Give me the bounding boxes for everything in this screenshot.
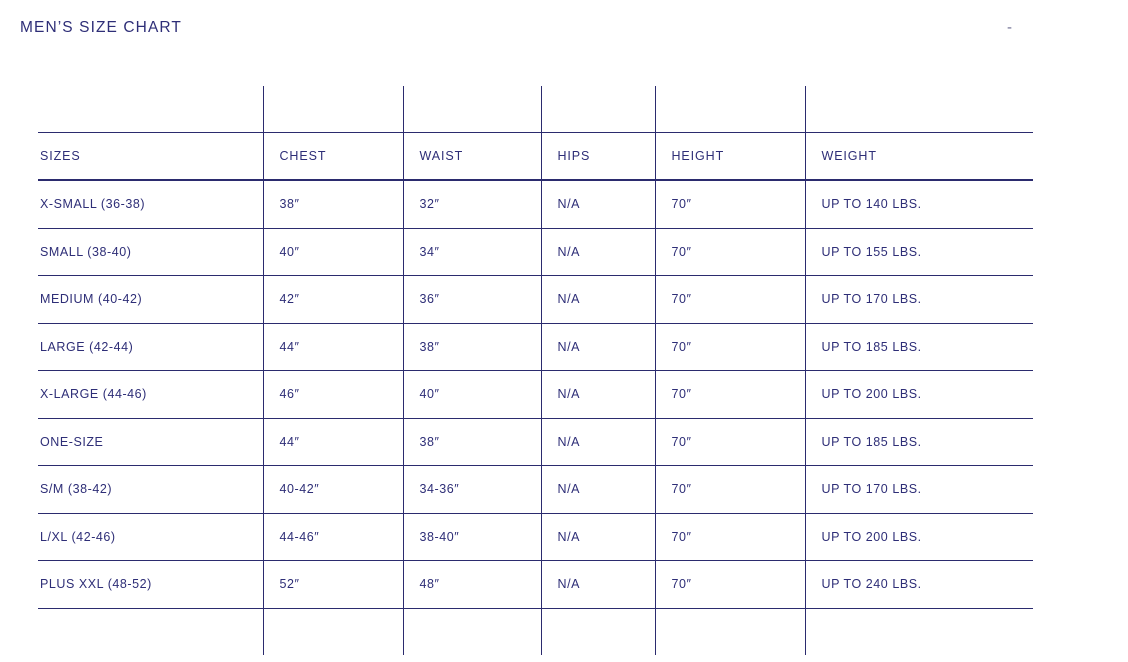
spacer-cell bbox=[805, 86, 1033, 133]
table-row bbox=[38, 561, 1033, 609]
cell-hips: N/A bbox=[541, 276, 655, 324]
cell-chest: 44″ bbox=[263, 418, 403, 466]
cell-size: MEDIUM (40-42) bbox=[38, 276, 263, 324]
column-header-chest: CHEST bbox=[263, 133, 403, 181]
cell-weight: UP TO 170 LBS. bbox=[805, 276, 1033, 324]
cell-chest: 46″ bbox=[263, 371, 403, 419]
cell-waist: 38″ bbox=[403, 418, 541, 466]
cell-waist: 40″ bbox=[403, 371, 541, 419]
spacer-cell bbox=[805, 608, 1033, 655]
cell-height: 70″ bbox=[655, 513, 805, 561]
cell-chest: 44″ bbox=[263, 323, 403, 371]
cell-hips: N/A bbox=[541, 466, 655, 514]
cell-waist: 32″ bbox=[403, 180, 541, 228]
cell-weight: UP TO 240 LBS. bbox=[805, 561, 1033, 609]
size-chart-table-wrapper bbox=[38, 86, 1033, 655]
cell-waist: 34-36″ bbox=[403, 466, 541, 514]
cell-weight: UP TO 200 LBS. bbox=[805, 513, 1033, 561]
cell-hips: N/A bbox=[541, 513, 655, 561]
cell-waist: 48″ bbox=[403, 561, 541, 609]
cell-height: 70″ bbox=[655, 276, 805, 324]
spacer-cell bbox=[263, 86, 403, 133]
cell-chest: 40-42″ bbox=[263, 466, 403, 514]
cell-hips: N/A bbox=[541, 228, 655, 276]
cell-height: 70″ bbox=[655, 418, 805, 466]
table-top-spacer-row bbox=[38, 86, 1033, 133]
table-row bbox=[38, 513, 1033, 561]
cell-height: 70″ bbox=[655, 180, 805, 228]
cell-hips: N/A bbox=[541, 371, 655, 419]
cell-waist: 38-40″ bbox=[403, 513, 541, 561]
cell-size: LARGE (42-44) bbox=[38, 323, 263, 371]
table-row bbox=[38, 418, 1033, 466]
spacer-cell bbox=[38, 608, 263, 655]
spacer-cell bbox=[403, 608, 541, 655]
cell-chest: 38″ bbox=[263, 180, 403, 228]
cell-size: ONE-SIZE bbox=[38, 418, 263, 466]
spacer-cell bbox=[38, 86, 263, 133]
column-header-height: HEIGHT bbox=[655, 133, 805, 181]
cell-weight: UP TO 140 LBS. bbox=[805, 180, 1033, 228]
collapse-button[interactable]: - bbox=[1001, 14, 1018, 42]
table-row bbox=[38, 276, 1033, 324]
cell-height: 70″ bbox=[655, 323, 805, 371]
cell-height: 70″ bbox=[655, 466, 805, 514]
spacer-cell bbox=[541, 608, 655, 655]
spacer-cell bbox=[655, 608, 805, 655]
page-title: MEN’S SIZE CHART bbox=[20, 19, 182, 36]
cell-chest: 52″ bbox=[263, 561, 403, 609]
table-row bbox=[38, 180, 1033, 228]
cell-waist: 38″ bbox=[403, 323, 541, 371]
cell-size: PLUS XXL (48-52) bbox=[38, 561, 263, 609]
cell-size: L/XL (42-46) bbox=[38, 513, 263, 561]
table-row bbox=[38, 323, 1033, 371]
cell-height: 70″ bbox=[655, 228, 805, 276]
spacer-cell bbox=[403, 86, 541, 133]
cell-size: S/M (38-42) bbox=[38, 466, 263, 514]
cell-height: 70″ bbox=[655, 561, 805, 609]
cell-weight: UP TO 185 LBS. bbox=[805, 418, 1033, 466]
cell-hips: N/A bbox=[541, 418, 655, 466]
cell-weight: UP TO 200 LBS. bbox=[805, 371, 1033, 419]
table-header-row bbox=[38, 133, 1033, 181]
spacer-cell bbox=[655, 86, 805, 133]
table-row bbox=[38, 371, 1033, 419]
table-row bbox=[38, 228, 1033, 276]
cell-size: X-SMALL (36-38) bbox=[38, 180, 263, 228]
table-bottom-spacer-row bbox=[38, 608, 1033, 655]
spacer-cell bbox=[541, 86, 655, 133]
cell-weight: UP TO 155 LBS. bbox=[805, 228, 1033, 276]
cell-hips: N/A bbox=[541, 323, 655, 371]
cell-size: SMALL (38-40) bbox=[38, 228, 263, 276]
spacer-cell bbox=[263, 608, 403, 655]
cell-chest: 40″ bbox=[263, 228, 403, 276]
size-chart-table bbox=[38, 86, 1033, 655]
header-bar bbox=[20, 14, 1108, 42]
cell-waist: 34″ bbox=[403, 228, 541, 276]
cell-size: X-LARGE (44-46) bbox=[38, 371, 263, 419]
cell-weight: UP TO 170 LBS. bbox=[805, 466, 1033, 514]
cell-height: 70″ bbox=[655, 371, 805, 419]
column-header-weight: WEIGHT bbox=[805, 133, 1033, 181]
cell-waist: 36″ bbox=[403, 276, 541, 324]
cell-hips: N/A bbox=[541, 180, 655, 228]
table-row bbox=[38, 466, 1033, 514]
column-header-sizes: SIZES bbox=[38, 133, 263, 181]
cell-weight: UP TO 185 LBS. bbox=[805, 323, 1033, 371]
column-header-hips: HIPS bbox=[541, 133, 655, 181]
cell-chest: 44-46″ bbox=[263, 513, 403, 561]
column-header-waist: WAIST bbox=[403, 133, 541, 181]
cell-hips: N/A bbox=[541, 561, 655, 609]
cell-chest: 42″ bbox=[263, 276, 403, 324]
